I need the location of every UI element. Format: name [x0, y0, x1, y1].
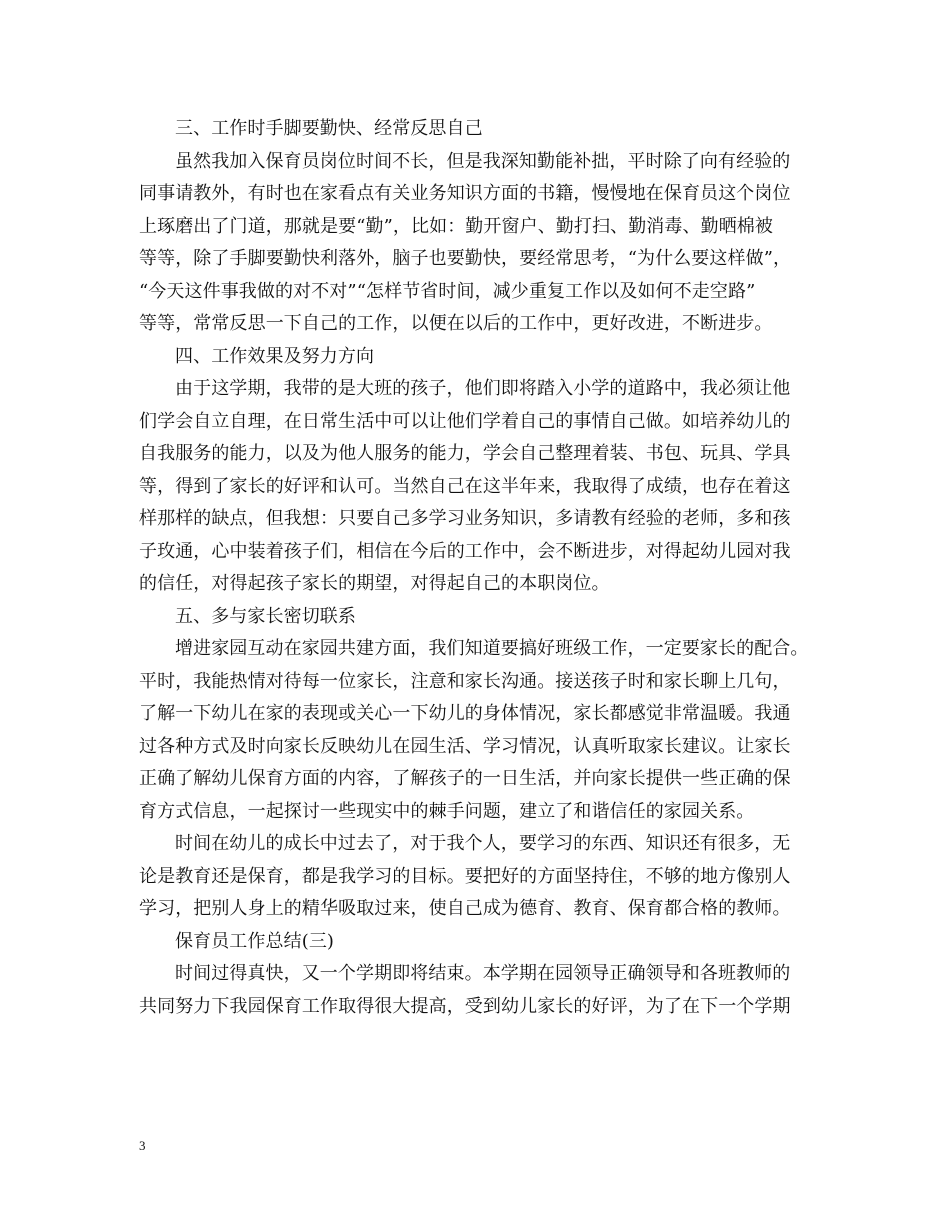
text-line: 了解一下幼儿在家的表现或关心一下幼儿的身体情况，家长都感觉非常温暖。我通 [139, 703, 791, 724]
text-line: 时间在幼儿的成长中过去了，对于我个人，要学习的东西、知识还有很多，无 [175, 833, 791, 854]
text-line: 三、工作时手脚要勤快、经常反思自己 [175, 118, 483, 139]
text-line: 等等，常常反思一下自己的工作，以便在以后的工作中，更好改进，不断进步。 [139, 313, 773, 334]
text-line: 共同努力下我园保育工作取得很大提高，受到幼儿家长的好评，为了在下一个学期 [139, 995, 791, 1017]
text-line: 自我服务的能力，以及为他人服务的能力，学会自己整理着装、书包、玩具、学具 [139, 443, 791, 464]
text-line: 论是教育还是保育，都是我学习的目标。要把好的方面坚持住，不够的地方像别人 [139, 865, 791, 887]
text-line: 虽然我加入保育员岗位时间不长，但是我深知勤能补拙，平时除了向有经验的 [175, 150, 791, 172]
text-line: 的信任，对得起孩子家长的期望，对得起自己的本职岗位。 [139, 573, 610, 594]
text-line: 五、多与家长密切联系 [175, 605, 356, 627]
text-line: 同事请教外，有时也在家看点有关业务知识方面的书籍，慢慢地在保育员这个岗位 [139, 183, 791, 204]
text-line: 样那样的缺点，但我想：只要自己多学习业务知识，多请教有经验的老师，多和孩 [139, 508, 791, 529]
text-line: 由于这学期，我带的是大班的孩子，他们即将踏入小学的道路中，我必须让他 [175, 378, 791, 399]
body-paragraph [139, 828, 839, 926]
text-line: 四、工作效果及努力方向 [175, 345, 375, 367]
section-heading [139, 341, 839, 374]
text-line: 时间过得真快，又一个学期即将结束。本学期在园领导正确领导和各班教师的 [175, 963, 791, 984]
text-line: 上琢磨出了门道，那就是要“勤”，比如：勤开窗户、勤打扫、勤消毒、勤晒棉被 [139, 215, 774, 237]
section-heading [139, 601, 839, 634]
body-paragraph [139, 958, 839, 1023]
text-line: 平时，我能热情对待每一位家长，注意和家长沟通。接送孩子时和家长聊上几句， [139, 670, 791, 692]
text-line: 保育员工作总结(三) [175, 930, 335, 952]
body-paragraph [139, 633, 839, 828]
text-line: 们学会自立自理，在日常生活中可以让他们学着自己的事情自己做。如培养幼儿的 [139, 410, 791, 432]
document-body [139, 113, 839, 1023]
text-line: “今天这件事我做的对不对”“怎样节省时间，减少重复工作以及如何不走空路” [139, 280, 756, 302]
text-line: 正确了解幼儿保育方面的内容，了解孩子的一日生活，并向家长提供一些正确的保 [139, 768, 791, 789]
section-heading [139, 926, 839, 959]
page-number: 3 [139, 1138, 146, 1153]
text-line: 等等，除了手脚要勤快利落外，脑子也要勤快，要经常思考，“为什么要这样做”， [139, 248, 792, 269]
text-line: 学习，把别人身上的精华吸取过来，使自己成为德育、教育、保育都合格的教师。 [139, 898, 791, 919]
section-heading [139, 113, 839, 146]
text-line: 增进家园互动在家园共建方面，我们知道要搞好班级工作，一定要家长的配合。 [175, 638, 809, 659]
body-paragraph [139, 146, 839, 341]
text-line: 育方式信息，一起探讨一些现实中的棘手问题，建立了和谐信任的家园关系。 [139, 800, 755, 822]
body-paragraph [139, 373, 839, 601]
text-line: 子玫通，心中装着孩子们，相信在今后的工作中，会不断进步，对得起幼儿园对我 [139, 540, 791, 562]
text-line: 过各种方式及时向家长反映幼儿在园生活、学习情况，认真听取家长建议。让家长 [139, 735, 791, 757]
text-line: 等，得到了家长的好评和认可。当然自己在这半年来，我取得了成绩，也存在着这 [139, 475, 791, 497]
